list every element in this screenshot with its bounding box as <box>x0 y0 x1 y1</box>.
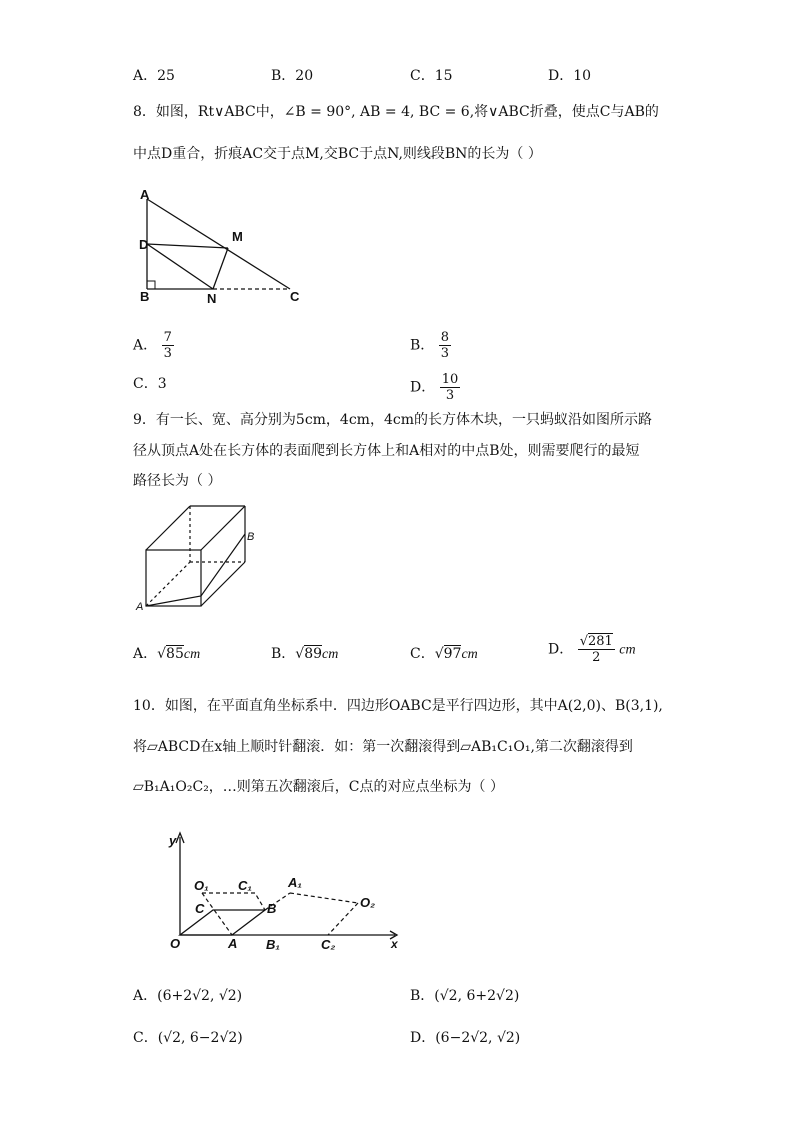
q10-stem-line3: ▱B₁A₁O₂C₂，…则第五次翻滚后，C点的对应点坐标为（ ） <box>133 779 504 795</box>
right-angle-mark <box>147 281 155 289</box>
q8-option-a: A． $\frac{7}{3}$ <box>133 330 172 361</box>
label-x: x <box>391 937 398 951</box>
label-c: C <box>290 289 300 304</box>
q8-triangle-figure <box>135 183 310 308</box>
sqrt-symbol: √ <box>157 646 167 662</box>
label-a1: A₁ <box>288 875 302 890</box>
label-c2: C₂ <box>321 937 336 952</box>
label-o2: O₂ <box>360 895 376 910</box>
q10-stem-line2: 将▱ABCD在x轴上顺时针翻滚．如：第一次翻滚得到▱AB₁C₁O₁,第二次翻滚得到 <box>133 739 633 755</box>
q9-cuboid-figure <box>133 500 268 615</box>
q9-option-b: B．√89cm <box>271 646 339 662</box>
q7-option-d: D．10 <box>548 68 592 84</box>
sqrt-symbol: √ <box>434 646 444 662</box>
label-b: B <box>247 531 255 543</box>
q7-option-a: A．25 <box>133 68 175 84</box>
q10-option-a: A．(6+2√2, √2) <box>133 988 243 1004</box>
label-n: N <box>207 291 217 306</box>
label-b: B <box>267 901 277 916</box>
q8-stem-line1: 8．如图，Rt∨ABC中，∠B = 90°, AB = 4, BC = 6,将∨ABC折叠，使点C与AB的 <box>133 104 659 120</box>
label-a: A <box>140 187 150 202</box>
label-m: M <box>232 229 243 244</box>
ant-path <box>146 534 245 606</box>
q8-stem-line2: 中点D重合，折痕AC交于点M,交BC于点N,则线段BN的长为（ ） <box>133 146 542 162</box>
label-c: C <box>195 901 205 916</box>
label-o: O <box>170 936 181 951</box>
label-b1: B₁ <box>266 937 280 952</box>
q9-option-d: D． $\frac{√281}{2}$ cm <box>548 634 636 665</box>
label-d: D <box>139 237 149 252</box>
label-a: A <box>136 601 144 613</box>
q8-option-b: B． $\frac{8}{3}$ <box>410 330 450 361</box>
rolled-2-top <box>290 893 358 903</box>
q10-option-b: B．(√2, 6+2√2) <box>410 988 520 1004</box>
label-b: B <box>140 289 150 304</box>
q7-option-b: B．20 <box>271 68 314 84</box>
label-y: y <box>169 833 177 848</box>
q10-stem-line1: 10．如图，在平面直角坐标系中．四边形OABC是平行四边形，其中A(2,0)、B(3,1), <box>133 698 663 714</box>
label-o1: O₁ <box>194 878 209 893</box>
q9-stem-line3: 路径长为（ ） <box>133 473 222 489</box>
edge-bottom-right <box>201 562 245 606</box>
q9-stem-line2: 径从顶点A处在长方体的表面爬到长方体上和A相对的中点B处，则需要爬行的最短 <box>133 443 640 459</box>
q9-stem-line1: 9．有一长、宽、高分别为5cm，4cm，4cm的长方体木块，一只蚂蚁沿如图所示路 <box>133 412 652 428</box>
label-a: A <box>228 936 238 951</box>
q8-option-c: C．3 <box>133 376 167 392</box>
q10-option-d: D．(6−2√2, √2) <box>410 1030 521 1046</box>
q7-option-c: C．15 <box>410 68 453 84</box>
q9-option-c: C．√97cm <box>410 646 478 662</box>
sqrt-symbol: √ <box>295 646 305 662</box>
q9-option-a: A．√85cm <box>133 646 201 662</box>
rolled-2-right <box>328 903 358 935</box>
segment-dm <box>147 244 228 248</box>
q10-option-c: C．(√2, 6−2√2) <box>133 1030 243 1046</box>
rolled-1-top <box>202 893 265 910</box>
segment-dn <box>147 244 213 289</box>
q8-option-d: D． $\frac{10}{3}$ <box>410 372 459 403</box>
q10-coordinate-figure <box>150 825 410 960</box>
label-c1: C₁ <box>238 878 252 893</box>
rolled-1-left <box>202 893 232 935</box>
edge-top-left <box>146 506 190 550</box>
segment-nm <box>213 248 228 289</box>
